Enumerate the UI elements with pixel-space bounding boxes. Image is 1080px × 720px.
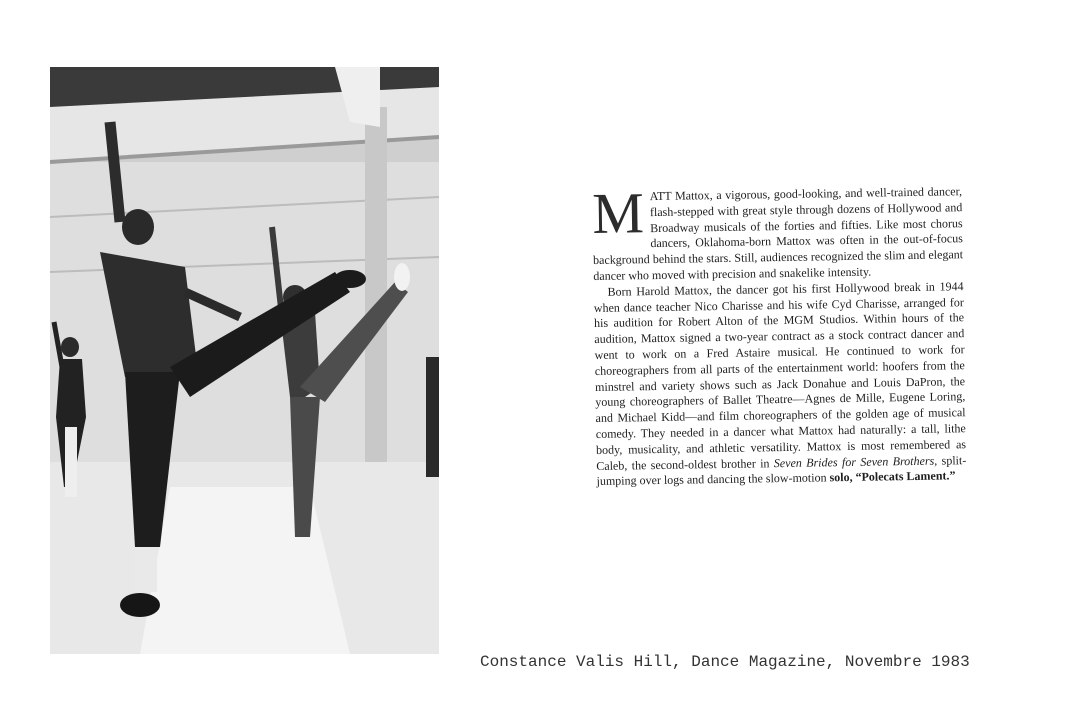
article-paragraph-2 bbox=[593, 279, 966, 490]
dance-photo bbox=[50, 67, 439, 654]
source-caption: Constance Valis Hill, Dance Magazine, Novembre 1983 bbox=[480, 653, 970, 671]
paragraph-2-text: Born Harold Mattox, the dancer got his first Hollywood break in 1944 when dance teacher Nico Charisse and his wife Cyd Charisse, arranged for his audition for Robert Alton of the MGM Studios. Within hours of the audition, Mattox signed a two-year contract as a stock contract dancer and went to work on a Fred Astaire musical. He continued to work for choreographers from all parts of the entertainment world: hoofers from the minstrel and variety shows such as Jack Donahue and Louis DaPron, the young choreographers of Ballet Theatre—Agnes de Mille, Eugene Loring, and Michael Kidd—and film choreographers of the golden age of musical comedy. They needed in a dancer what Mattox had naturally: a tall, lithe body, musicality, and athletic versatility. Mattox is most remembered as Caleb, the second-oldest brother in bbox=[593, 278, 967, 473]
film-title: Seven Brides for Seven Brothers, bbox=[773, 453, 938, 470]
article-text bbox=[591, 180, 967, 490]
paragraph-1-text: ATT Mattox, a vigorous, good-looking, and well-trained dancer, flash-stepped with great style through dozens of Hollywood and Broadway musicals of the forties and fifties. Like most chorus dancers, Oklahoma-born Mattox was often in the out-of-focus background behind the stars. Still, audiences recognized the slim and elegant dancer who moved with precision and snakelike intensity. bbox=[592, 184, 964, 283]
solo-title: solo, “Polecats Lament.” bbox=[829, 468, 956, 485]
paragraph-2-text-cont: split-jumping over logs and dancing the slow-motion bbox=[596, 452, 967, 489]
dance-photo-illustration bbox=[50, 67, 439, 654]
drop-cap: M bbox=[591, 180, 645, 246]
article-paragraph-1 bbox=[591, 180, 964, 285]
